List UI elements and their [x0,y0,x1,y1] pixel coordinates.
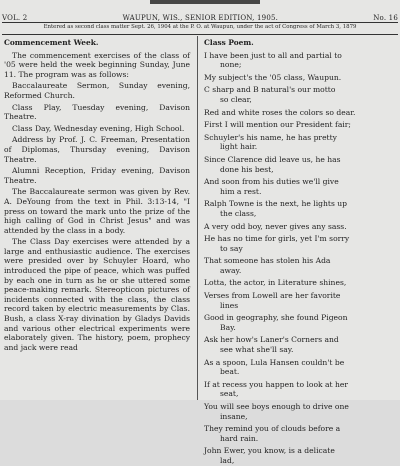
header-rule-top [2,22,398,23]
poem-verse-line [204,222,394,232]
article-class-poem [204,38,394,465]
dateline: WAUPUN, WIS., SENIOR EDITION, 1905. [122,14,279,22]
issue-number: No. 16 [373,14,398,22]
poem-verse-line [204,108,394,118]
postal-notice: Entered as second class matter Sept. 26, 1904 at the P. O. at Waupun, under the act of Congress of March 3, 1879 [43,24,357,30]
poem-line-continuation: away. [220,265,242,275]
poem-verse-line [204,85,394,104]
poem-line-text: Ralph Towne is the next, he lights up [204,199,348,209]
poem-line-text: A very odd boy, never gives any sass. [204,221,347,231]
article-paragraph: The Baccalaureate sermon was given by Rev. A. DeYoung from the text in Phil. 3:13-14, "I press on toward the mark unto the prize of the high calling of God in Christ Jesus" and was attended by the class in a body. [4,187,190,235]
poem-verse-line [204,234,394,253]
poem-line-continuation: none; [220,60,242,70]
poem-line-text: Verses from Lowell are her favorite [204,291,341,301]
article-heading: Commencement Week. [4,38,99,47]
poem-line-continuation: see what she'll say. [220,345,294,355]
poem-line-text: Red and white roses the colors so dear. [204,107,356,117]
article-commencement-week [4,38,190,400]
poem-verse-line [204,358,394,377]
poem-line-text: C sharp and B natural's our motto [204,85,336,95]
poem-line-continuation: light hair. [220,142,258,152]
poem-line-continuation: him a rest. [220,186,262,196]
article-paragraph: The Class Day exercises were attended by a large and enthusiastic audience. The exercises were presided over by Schuyler Hoard, who introduced the pipe of peace, which was puffed by each one in turn as he or she uttered some peace-making remark. Stereopticon pictures of incidents connected with the class, the class record taken by electric measurements by Clas. Bush, a class X-ray divination by Gladys Davids and various other electrical experiments were elaborately given. The history, poem, prophecy and jack were read [4,237,190,352]
poem-line-text: If at recess you happen to look at her [204,379,349,389]
poem-verse-line [204,291,394,310]
poem-verse-line [204,73,394,83]
poem-heading: Class Poem. [204,38,254,47]
poem-verse-line [204,278,394,288]
poem-verse-line [204,256,394,275]
poem-line-continuation: beat. [220,367,240,377]
volume-label: VOL. 2 [2,14,28,22]
poem-line-text: First I will mention our President fair; [204,120,351,130]
poem-verse-line [204,402,394,421]
poem-line-text: As a spoon, Lula Hansen couldn't be [204,357,345,367]
poem-line-text: And soon from his duties we'll give [204,177,339,187]
article-paragraph: Class Play, Tuesday evening, Davison Theatre. [4,102,190,122]
poem-verse-line [204,120,394,130]
header-dateline-row [2,14,398,22]
header-rule-bottom [2,34,398,35]
poem-line-text: My subject's the '05 class, Waupun. [204,72,342,82]
poem-line-text: Schuyler's his name, he has pretty [204,132,337,142]
poem-line-continuation: so clear, [220,94,252,104]
poem-line-text: He has no time for girls, yet I'm sorry [204,234,350,244]
column-divider [197,36,198,400]
poem-verse-line [204,199,394,218]
poem-line-text: Since Clarence did leave us, he has [204,154,341,164]
poem-line-text: That someone has stolen his Ada [204,256,331,266]
masthead-banner [150,0,260,4]
poem-verse-line [204,51,394,70]
poem-line-continuation: to say [220,243,243,253]
poem-verse-line [204,177,394,196]
poem-line-text: You will see boys enough to drive one [204,402,349,411]
poem-line-continuation: Bay. [220,322,236,332]
poem-line-text: Lotta, the actor, in Literature shines, [204,278,347,288]
poem-line-continuation: the class, [220,208,257,218]
poem-verse-line [204,155,394,174]
poem-line-continuation: lines [220,300,239,310]
poem-verse-line [204,446,394,465]
poem-line-continuation: hard rain. [220,433,259,443]
article-paragraph: The commencement exercises of the class of '05 were held the week beginning Sunday, June 11. The program was as follows: [4,50,190,79]
poem-line-text: They remind you of clouds before a [204,424,341,434]
poem-line-continuation: done his best, [220,164,274,174]
poem-line-text: I have been just to all and partial to [204,50,342,60]
poem-line-text: John Ewer, you know, is a delicate [204,446,335,456]
article-paragraph: Alumni Reception, Friday evening, Davison Theatre. [4,166,190,185]
article-paragraph: Class Day, Wednesday evening, High School. [12,123,185,133]
article-paragraph: Baccalaureate Sermon, Sunday evening, Reformed Church. [4,81,190,100]
poem-verse-line [204,424,394,443]
poem-verse-line [204,133,394,152]
poem-verse-line [204,380,394,399]
poem-line-continuation: insane, [220,411,248,421]
poem-line-text: Ask her how's Laner's Corners and [204,335,339,345]
poem-line-continuation: lad, [220,455,235,465]
poem-verse-line [204,335,394,354]
poem-line-continuation: seat, [220,389,239,399]
poem-verse-line [204,313,394,332]
article-paragraph: Address by Prof. J. C. Freeman, Presentation of Diplomas, Thursday evening, Davison Theatre. [4,135,190,164]
poem-line-text: Good in geography, she found Pigeon [204,313,348,323]
